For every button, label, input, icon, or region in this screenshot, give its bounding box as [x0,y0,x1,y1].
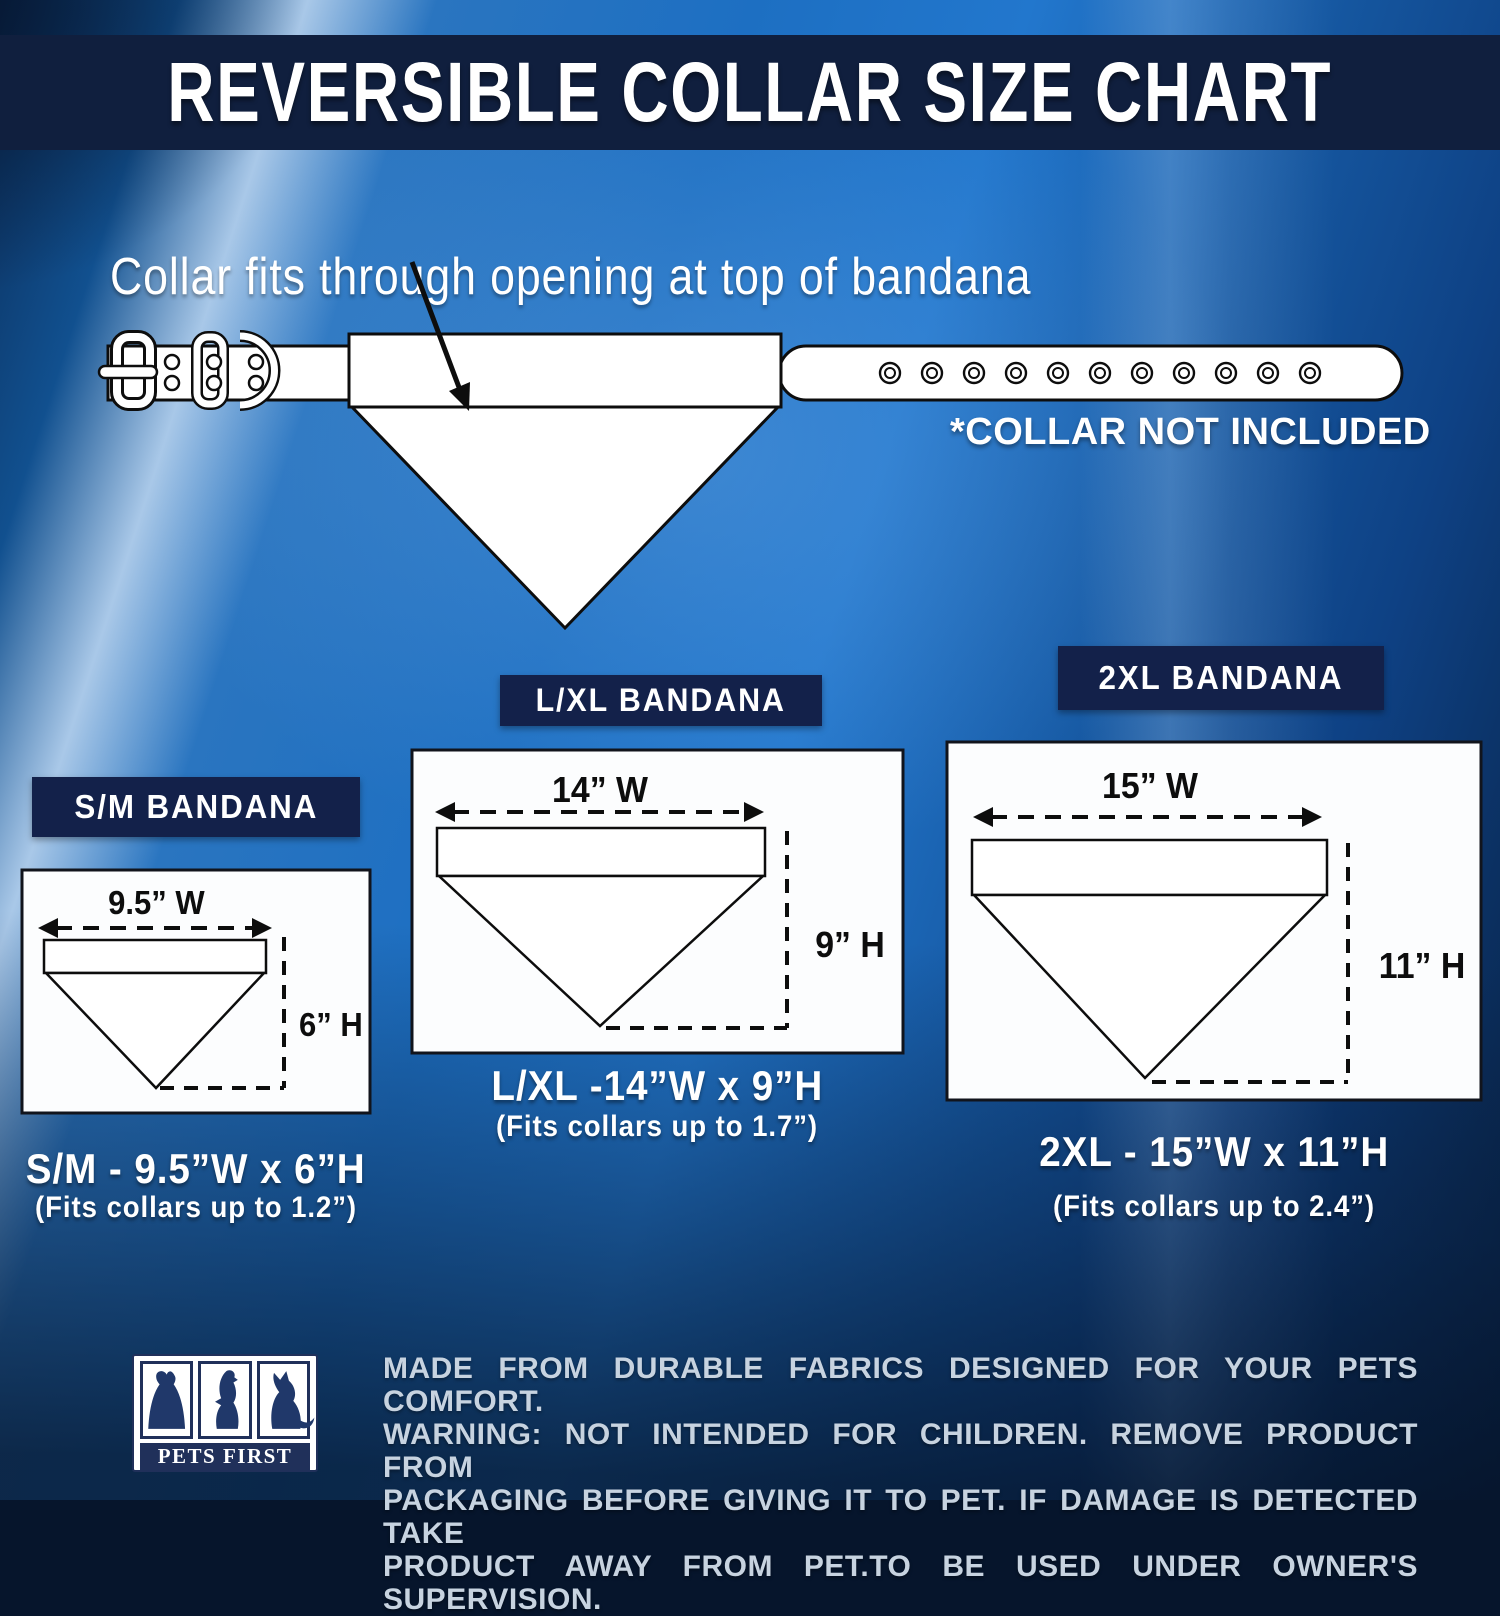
dog-panel-1 [140,1361,193,1439]
begging-dog-icon [201,1364,248,1436]
sm-bandana-band [44,940,266,973]
size-label-2xl: 2XL BANDANA [1058,646,1384,710]
xxl-fits-caption: (Fits collars up to 2.4”) [1052,1190,1376,1223]
page-title: REVERSIBLE COLLAR SIZE CHART [167,45,1333,139]
brand-name: PETS FIRST [140,1443,310,1470]
xxl-bandana-band [972,840,1327,895]
lxl-bandana-band [437,828,765,876]
lxl-fits-caption: (Fits collars up to 1.7”) [496,1110,819,1143]
size-label-sm: S/M BANDANA [32,777,360,837]
warning-line: MADE FROM DURABLE FABRICS DESIGNED FOR YOUR PETS COMFORT. [383,1352,1418,1418]
logo-dog-panels [140,1361,310,1439]
dog-panel-3 [257,1361,310,1439]
warning-line: PACKAGING BEFORE GIVING IT TO PET. IF DAMAGE IS DETECTED TAKE [383,1484,1418,1550]
collar-note: *COLLAR NOT INCLUDED [950,411,1431,453]
shepherd-dog-icon [260,1364,307,1436]
brand-logo [132,1354,318,1472]
xxl-size-caption: 2XL - 15”W x 11”H [1039,1128,1389,1175]
sm-fits-caption: (Fits collars up to 1.2”) [34,1191,358,1224]
shaggy-dog-icon [143,1364,190,1436]
bandana-triangle [352,407,778,628]
dog-panel-2 [198,1361,251,1439]
sm-height-label: 6” H [299,1006,363,1043]
bandana-sleeve [349,334,781,407]
lxl-height-label: 9” H [815,924,885,965]
xxl-width-label: 15” W [1102,765,1198,806]
lxl-size-caption: L/XL -14”W x 9”H [491,1062,824,1109]
size-label-lxl: L/XL BANDANA [500,675,822,726]
hero-caption: Collar fits through opening at top of bandana [110,248,1032,306]
warning-line: WARNING: NOT INTENDED FOR CHILDREN. REMOVE PRODUCT FROM [383,1418,1418,1484]
xxl-height-label: 11” H [1378,945,1466,986]
lxl-width-label: 14” W [552,769,648,810]
buckle-prong [99,366,157,378]
warning-line: PRODUCT AWAY FROM PET.TO BE USED UNDER OWNER'S SUPERVISION. [383,1550,1418,1616]
sm-size-caption: S/M - 9.5”W x 6”H [26,1145,366,1192]
sm-width-label: 9.5” W [107,884,205,921]
warning-text [383,1352,1418,1616]
